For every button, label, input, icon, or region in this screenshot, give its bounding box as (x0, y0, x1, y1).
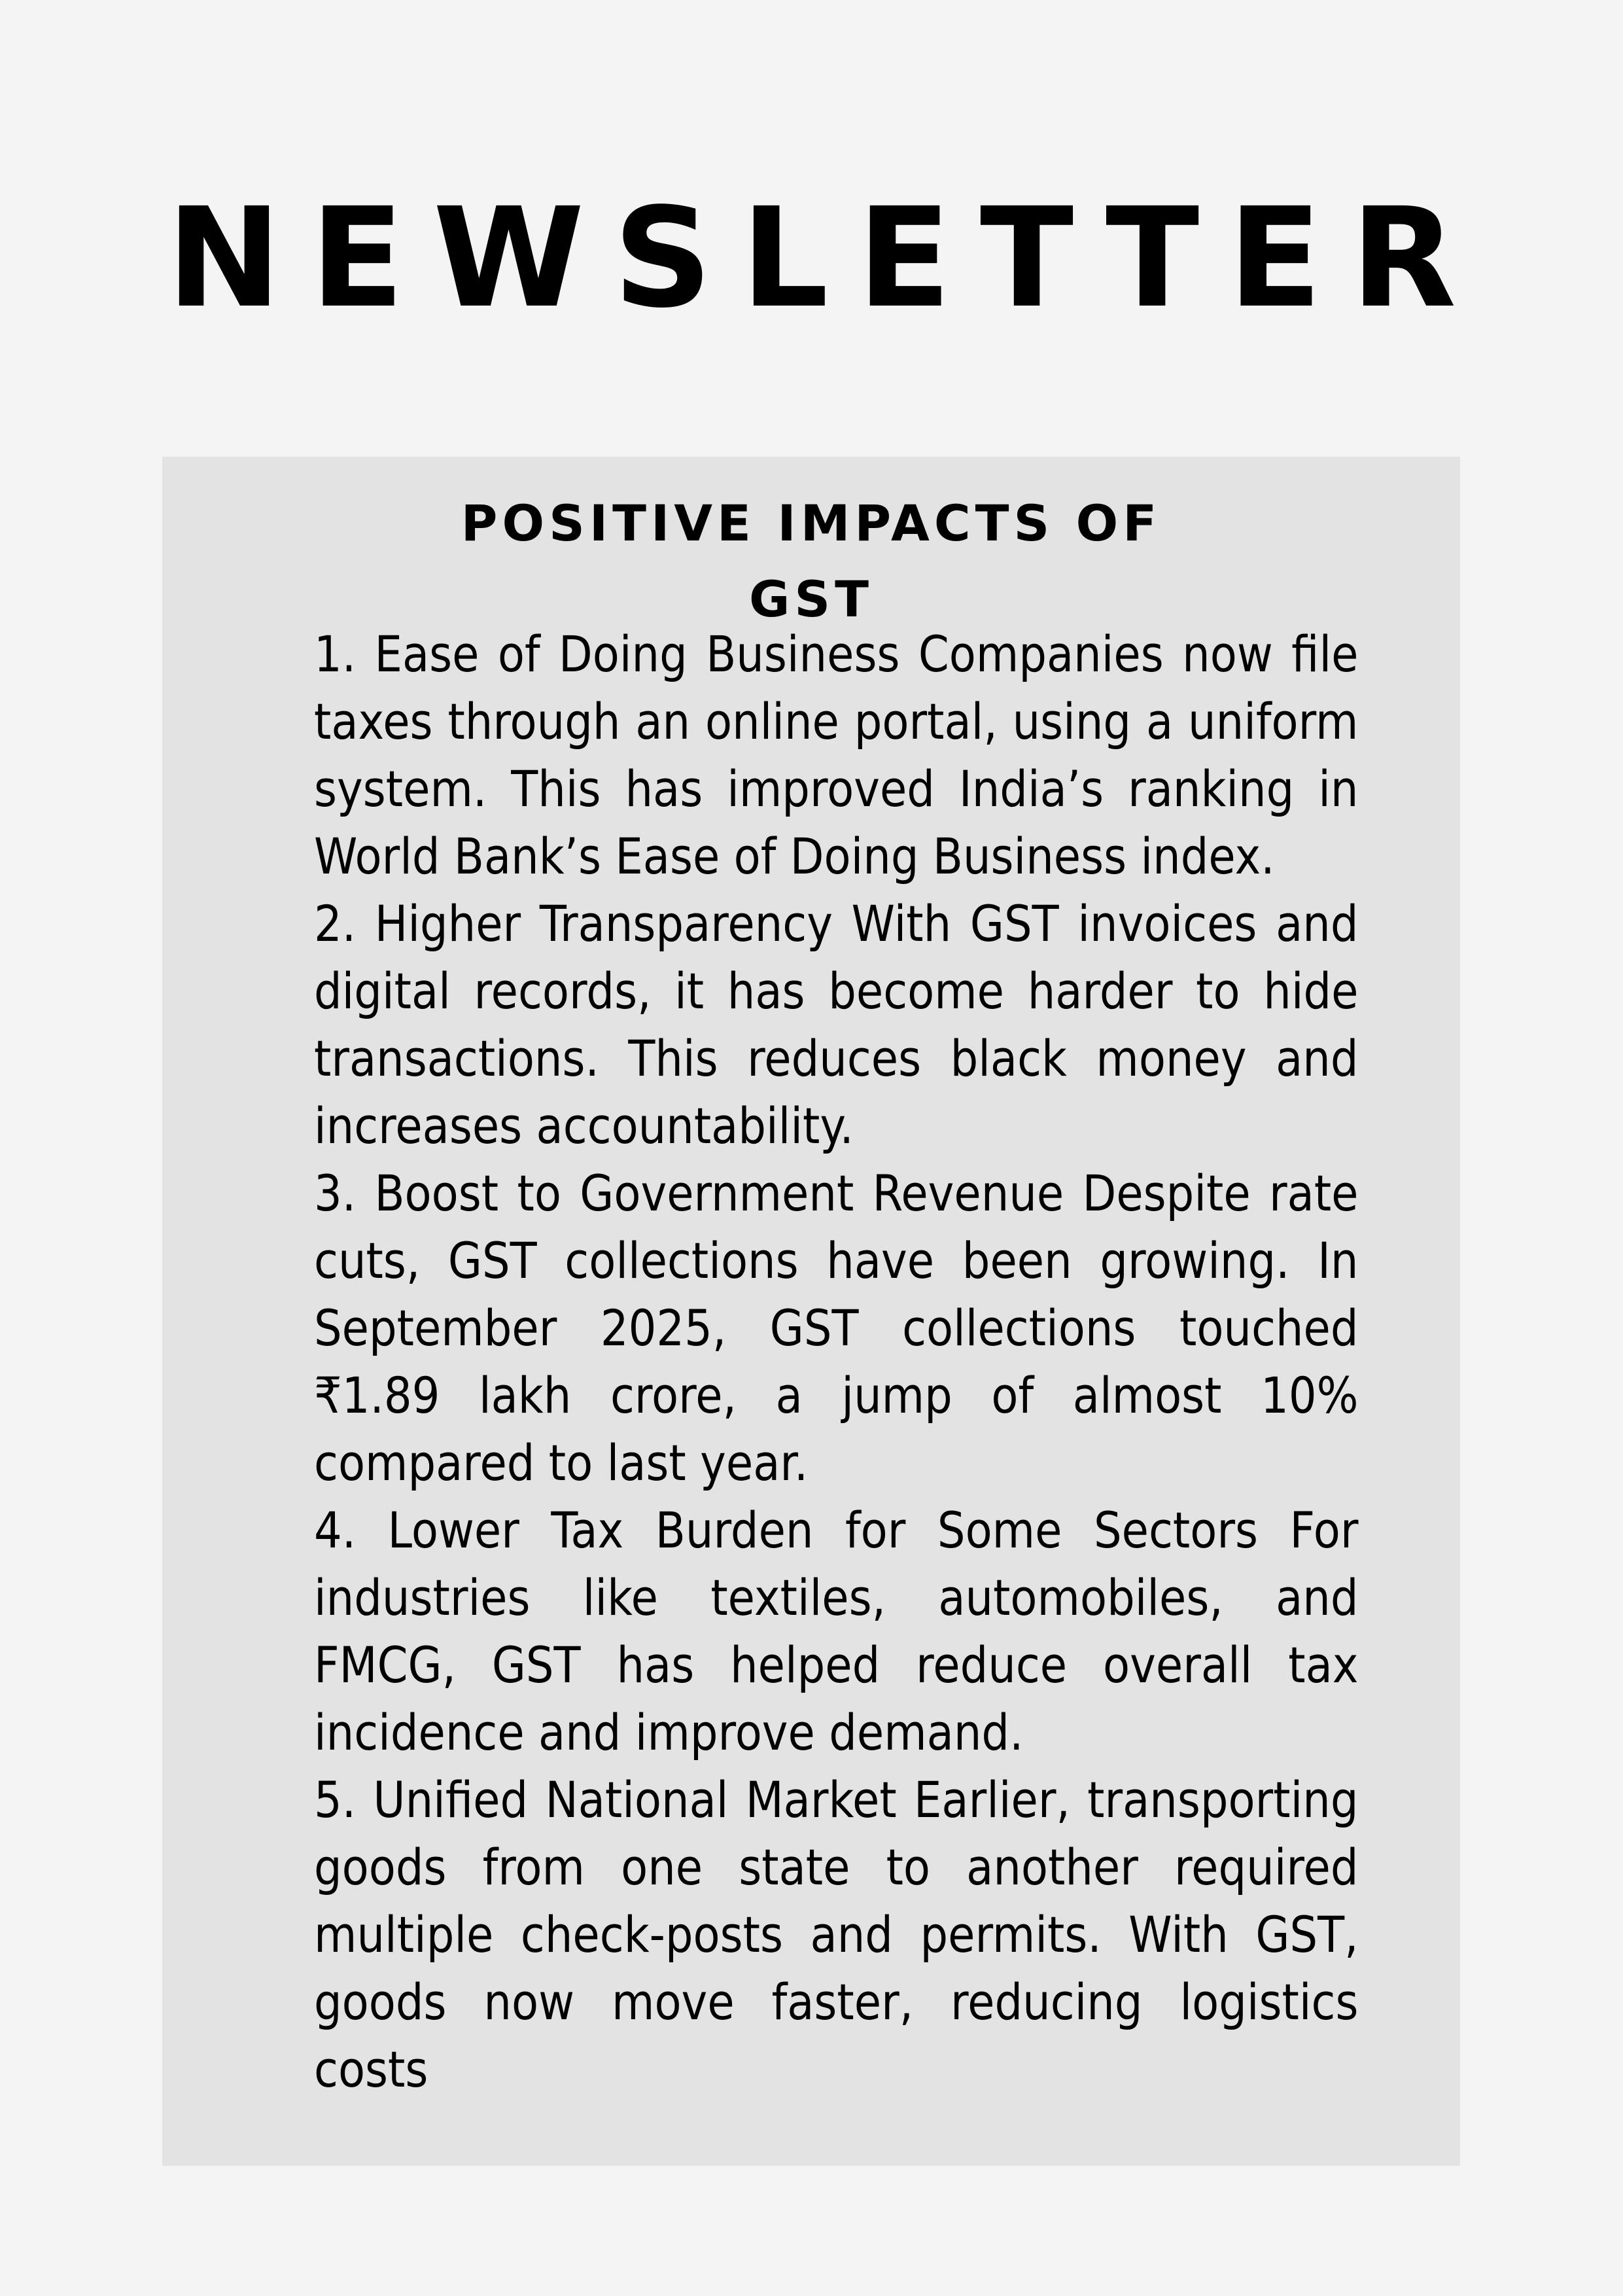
article-panel (162, 457, 1460, 2166)
newsletter-title: NEWSLETTER (166, 178, 1486, 338)
point-ease-of-doing-business: 1. Ease of Doing Business Companies now file taxes through an online portal, using a uniform system. This has improved India’s ranking in World Bank’s Ease of Doing Business index. (314, 625, 1359, 885)
point-unified-national-market: 5. Unified National Market Earlier, transporting goods from one state to another required multiple check-posts and permits. With GST, goods now move faster, reducing logistics costs (314, 1771, 1359, 2098)
point-government-revenue: 3. Boost to Government Revenue Despite rate cuts, GST collections have been growing. In September 2025, GST collections touched ₹1.89 lakh crore, a jump of almost 10% compared to last year. (314, 1164, 1359, 1492)
point-higher-transparency: 2. Higher Transparency With GST invoices and digital records, it has become harder to hide transactions. This reduces black money and increases accountability. (314, 894, 1359, 1155)
article-body (314, 620, 1359, 2103)
point-lower-tax-burden: 4. Lower Tax Burden for Some Sectors For industries like textiles, automobiles, and FMCG, GST has helped reduce overall tax incidence and improve demand. (314, 1501, 1359, 1761)
article-heading (162, 486, 1460, 637)
article-heading-line-1: POSITIVE IMPACTS OF (461, 494, 1162, 552)
article-heading-line-2: GST (749, 570, 873, 628)
